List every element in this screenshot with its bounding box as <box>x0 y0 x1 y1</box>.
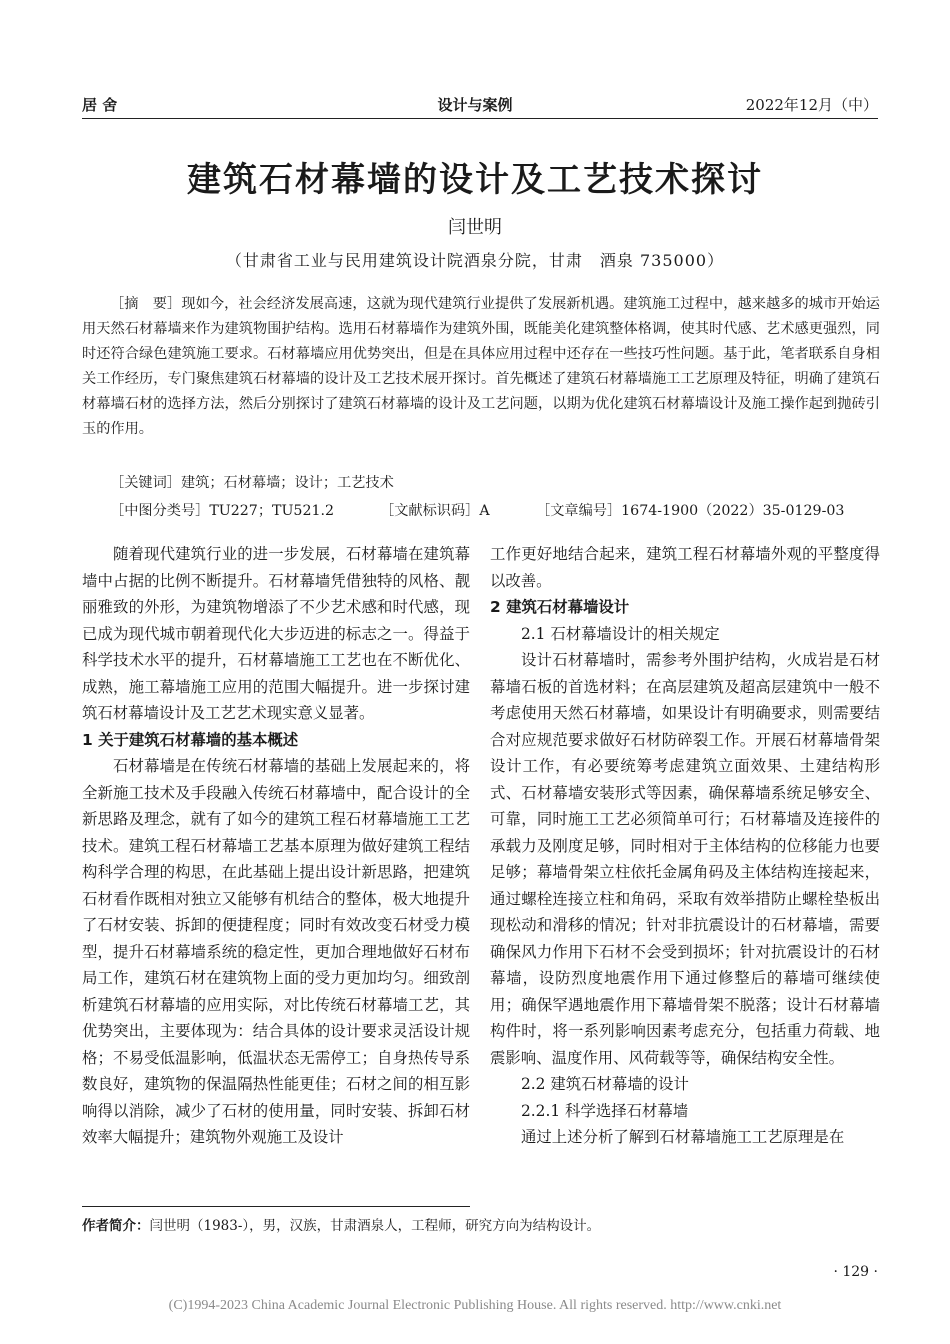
affiliation: （甘肃省工业与民用建筑设计院酒泉分院，甘肃 酒泉 735000） <box>225 251 725 270</box>
issue-date: 2022年12月（中） <box>745 96 878 114</box>
section-1-heading: 1 关于建筑石材幕墙的基本概述 <box>82 730 299 749</box>
clc-number <box>110 500 334 520</box>
keywords-label: ［关键词］ <box>110 475 181 491</box>
section-name: 设计与案例 <box>437 96 513 114</box>
article-number <box>536 500 844 520</box>
paper-title: 建筑石材幕墙的设计及工艺技术探讨 <box>187 160 763 200</box>
article-number-value: 1674-1900（2022）35-0129-03 <box>621 503 845 519</box>
left-column <box>82 541 470 1151</box>
author-name: 闫世明 <box>448 217 502 238</box>
continued-paragraph: 工作更好地结合起来，建筑工程石材幕墙外观的平整度得以改善。 <box>490 545 880 590</box>
keywords <box>110 472 394 492</box>
section-2-1-heading: 2.1 石材幕墙设计的相关规定 <box>521 624 720 643</box>
section-1-paragraph: 石材幕墙是在传统石材幕墙的基础上发展起来的，将全新施工技术及手段融入传统石材幕墙中，配合设计的全新思路及理念，就有了如今的建筑工程石材幕墙施工工艺技术。建筑工程石材幕墙工艺基本原理为做好建筑工程结构科学合理的构思，在此基础上提出设计新思路，把建筑石材看作既相对独立又能够有机结合的整体，极大地提升了石材安装、拆卸的便捷程度；同时有效改变石材受力模型，提升石材幕墙系统的稳定性，更加合理地做好石材布局工作，建筑石材在建筑物上面的受力更加均匀。细致剖析建筑石材幕墙的应用实际，对比传统石材幕墙工艺，其优势突出，主要体现为：结合具体的设计要求灵活设计规格；不易受低温影响，低温状态无需停工；自身热传导系数良好，建筑物的保温隔热性能更佳；石材之间的相互影响得以消除，减少了石材的使用量，同时安装、拆卸石材效率大幅提升；建筑物外观施工及设计 <box>82 757 470 1146</box>
clc-value: TU227；TU521.2 <box>209 503 335 519</box>
author-bio-label: 作者简介： <box>82 1218 150 1234</box>
footnote-rule <box>82 1206 470 1207</box>
section-2-2-1-paragraph: 通过上述分析了解到石材幕墙施工工艺原理是在 <box>521 1128 845 1146</box>
section-2-heading: 2 建筑石材幕墙设计 <box>490 598 630 616</box>
cnki-copyright: (C)1994-2023 China Academic Journal Electronic Publishing House. All rights reserved. http://www.cnki.net <box>168 1298 782 1313</box>
page-number: · 129 · <box>833 1264 878 1280</box>
article-number-label: ［文章编号］ <box>536 503 622 519</box>
author-bio <box>82 1214 600 1234</box>
abstract-label: ［摘 要］ <box>110 296 182 312</box>
doc-code-value: A <box>479 503 490 519</box>
intro-paragraph: 随着现代建筑行业的进一步发展，石材幕墙在建筑幕墙中占据的比例不断提升。石材幕墙凭借独特的风格、靓丽雅致的外形，为建筑物增添了不少艺术感和时代感，现已成为现代城市朝着现代化大步迈进的标志之一。得益于科学技术水平的提升，石材幕墙施工工艺也在不断优化、成熟，施工幕墙施工应用的范围大幅提升。进一步探讨建筑石材幕墙设计及工艺艺术现实意义显著。 <box>82 545 470 722</box>
header-rule <box>82 118 878 119</box>
journal-name: 居 舍 <box>82 96 118 114</box>
keywords-text: 建筑；石材幕墙；设计；工艺技术 <box>180 475 394 491</box>
section-2-2-heading: 2.2 建筑石材幕墙的设计 <box>521 1075 689 1093</box>
abstract-text: 现如今，社会经济发展高速，这就为现代建筑行业提供了发展新机遇。建筑施工过程中，越来越多的城市开始运用天然石材幕墙来作为建筑物围护结构。选用石材幕墙作为建筑外围，既能美化建筑整体格调，使其时代感、艺术感更强烈，同时还符合绿色建筑施工要求。石材幕墙应用优势突出，但是在具体应用过程中还存在一些技巧性问题。基于此，笔者联系自身相关工作经历，专门聚焦建筑石材幕墙的设计及工艺技术展开探讨。首先概述了建筑石材幕墙施工工艺原理及特征，明确了建筑石材幕墙石材的选择方法，然后分别探讨了建筑石材幕墙的设计及工艺问题，以期为优化建筑石材幕墙设计及施工操作起到抛砖引玉的作用。 <box>82 296 880 437</box>
section-2-2-1-heading: 2.2.1 科学选择石材幕墙 <box>521 1101 689 1120</box>
abstract <box>82 292 880 442</box>
author-bio-text: 闫世明（1983-），男，汉族，甘肃酒泉人，工程师，研究方向为结构设计。 <box>149 1218 601 1234</box>
doc-code-label: ［文献标识码］ <box>380 503 480 519</box>
section-2-1-paragraph: 设计石材幕墙时，需参考外围护结构，火成岩是石材幕墙石板的首选材料；在高层建筑及超高层建筑中一般不考虑使用天然石材幕墙，如果设计有明确要求，则需要结合对应规范要求做好石材防碎裂工作。开展石材幕墙骨架设计工作，有必要统筹考虑建筑立面效果、土建结构形式、石材幕墙安装形式等因素，确保幕墙系统足够安全、可靠，同时施工工艺必须简单可行；石材幕墙及连接件的承载力及刚度足够，同时相对于主体结构的位移能力也要足够；幕墙骨架立柱依托金属角码及主体结构连接起来，通过螺栓连接立柱和角码，采取有效举措防止螺栓垫板出现松动和滑移的情况；针对非抗震设计的石材幕墙，需要确保风力作用下石材不会受到损坏；针对抗震设计的石材幕墙，设防烈度地震作用下通过修整后的幕墙可继续使用；确保罕遇地震作用下幕墙骨架不脱落；设计石材幕墙构件时，将一系列影响因素考虑充分，包括重力荷载、地震影响、温度作用、风荷载等等，确保结构安全性。 <box>490 651 880 1067</box>
right-column <box>490 541 880 1151</box>
clc-label: ［中图分类号］ <box>110 503 210 519</box>
doc-code <box>380 500 490 520</box>
